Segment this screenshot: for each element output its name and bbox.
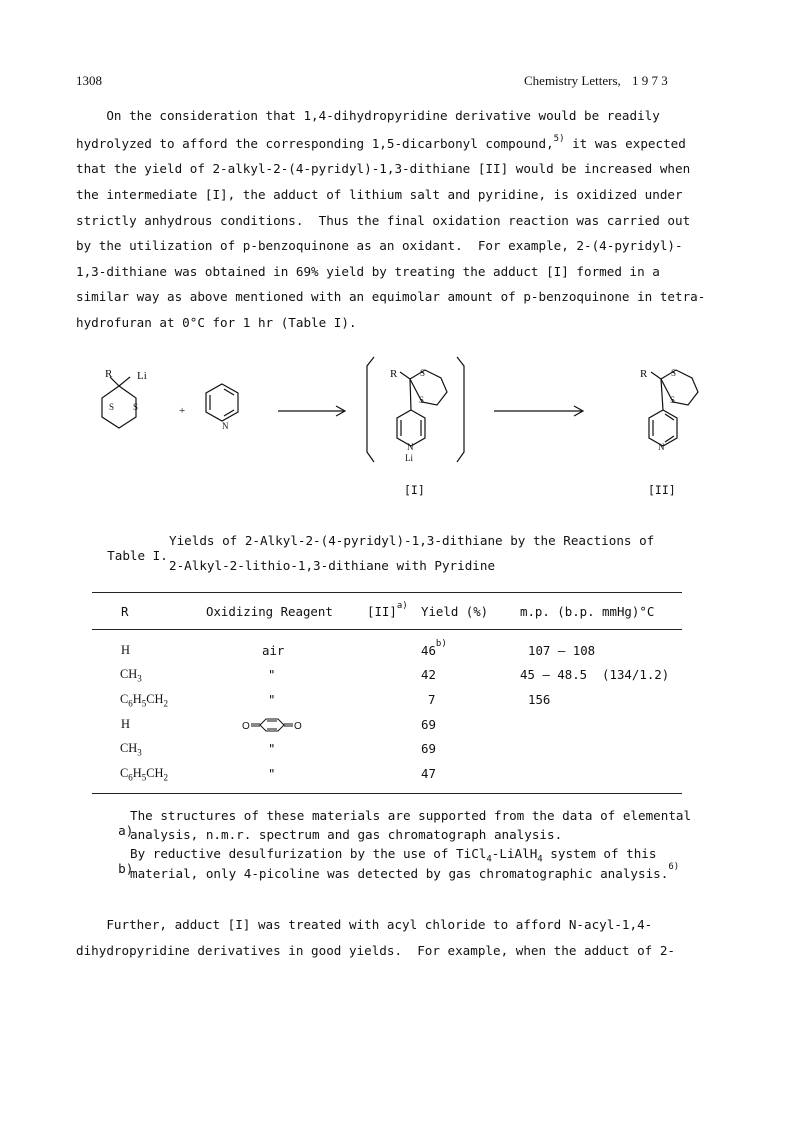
scheme-li-2: Li — [405, 453, 413, 463]
row-2-r: $CH_3$ — [120, 667, 142, 684]
text-line: hydrolyzed to afford the corresponding 1,5-dicarbonyl compound,$^{5)}$ it was expected — [76, 133, 686, 151]
text-line: dihydropyridine derivatives in good yields. For example, when the adduct of 2- — [76, 942, 675, 958]
reaction-scheme — [0, 350, 793, 500]
scheme-s-1: S — [109, 402, 115, 412]
text-line: strictly anhydrous conditions. Thus the final oxidation reaction was carried out — [76, 212, 691, 228]
scheme-n-1: N — [222, 421, 229, 431]
scheme-s-3: S — [420, 368, 426, 378]
row-1-yield: 46$^{b)}$ — [421, 639, 447, 659]
row-2-yield: 42 — [421, 667, 436, 682]
table-rule-bottom — [92, 793, 682, 794]
reference-marker: 5) — [553, 133, 565, 144]
scheme-s-2: S — [133, 402, 139, 412]
quinone-o-right: O — [294, 721, 302, 732]
text-line: 1,3-dithiane was obtained in 69% yield by treating the adduct [I] formed in a — [76, 263, 660, 279]
footnote-b-line-2: material, only 4-picoline was detected by gas chromatographic analysis.$^{6)}$ — [130, 862, 680, 882]
table-rule-mid — [92, 629, 682, 630]
label-intermediate: [I] — [404, 483, 425, 497]
row-1-mp: 107 – 108 — [528, 643, 596, 658]
row-6-reagent: " — [268, 766, 276, 781]
scheme-n-3: N — [658, 442, 665, 452]
benzoquinone-structure — [242, 715, 302, 735]
header-ii: [II]$^{a)}$ — [367, 601, 408, 620]
row-3-yield: 7 — [428, 692, 436, 707]
journal-year: 1 9 7 3 — [632, 73, 668, 88]
row-6-yield: 47 — [421, 766, 436, 781]
text-line: hydrofuran at 0°C for 1 hr (Table I). — [76, 314, 357, 330]
text-line: by the utilization of p-benzoquinone as an oxidant. For example, 2-(4-pyridyl)- — [76, 238, 683, 254]
footnote-b — [103, 846, 133, 876]
scheme-s-4: S — [419, 395, 425, 405]
scheme-li-1: Li — [137, 370, 147, 382]
table-caption — [92, 533, 168, 563]
text-line: On the consideration that 1,4-dihydropyridine derivative would be readily — [76, 108, 660, 123]
table-caption-line-1: Yields of 2-Alkyl-2-(4-pyridyl)-1,3-dithiane by the Reactions of — [169, 533, 655, 548]
text-line: similar way as above mentioned with an equimolar amount of p-benzoquinone in tetra- — [76, 289, 706, 305]
row-2-reagent: " — [268, 667, 276, 682]
scheme-r-1: R — [105, 368, 113, 380]
footnote-marker-b: b) — [435, 639, 447, 649]
table-rule-top — [92, 592, 682, 593]
text-line: that the yield of 2-alkyl-2-(4-pyridyl)-1,3-dithiane [II] would be increased when — [76, 161, 691, 177]
row-3-r: $C_6H_5CH_2$ — [120, 692, 168, 709]
dithiane-ring-1 — [102, 386, 139, 428]
footnote-a-label: a) — [118, 823, 134, 838]
row-5-r: $CH_3$ — [120, 741, 142, 758]
header-mp: m.p. (b.p. mmHg)°C — [520, 604, 655, 619]
pyridine-ring — [206, 384, 238, 421]
header-yield: Yield (%) — [421, 604, 489, 619]
scheme-plus: + — [179, 405, 186, 417]
row-1-reagent: air — [262, 643, 285, 658]
bracket-right — [457, 357, 464, 462]
row-5-yield: 69 — [421, 741, 436, 756]
table-caption-line-2: 2-Alkyl-2-lithio-1,3-dithiane with Pyridine — [169, 558, 496, 573]
journal-title: Chemistry Letters, — [524, 73, 621, 88]
scheme-r-2: R — [390, 368, 398, 380]
row-1-r: H — [121, 643, 130, 657]
text-line: Further, adduct [I] was treated with acyl chloride to afford N-acyl-1,4- — [76, 917, 653, 932]
table-label: Table I. — [107, 548, 168, 563]
footnote-b-line-1: By reductive desulfurization by the use of TiCl$_4$-LiAlH$_4$ system of this — [130, 846, 657, 865]
page-number: 1308 — [76, 73, 102, 88]
header-r: R — [121, 604, 129, 619]
row-4-yield: 69 — [421, 717, 436, 732]
row-5-reagent: " — [268, 741, 276, 756]
scheme-r-3: R — [640, 368, 648, 380]
row-3-mp: 156 — [528, 692, 551, 707]
bracket-left — [367, 357, 374, 462]
journal-name — [524, 73, 668, 89]
scheme-n-2: N — [407, 442, 414, 452]
benzoquinone-icon — [242, 715, 302, 735]
scheme-s-6: S — [670, 395, 676, 405]
footnote-a — [103, 808, 133, 838]
footnote-a-line-2: analysis, n.m.r. spectrum and gas chromatograph analysis. — [130, 827, 563, 842]
reference-marker: 6) — [668, 862, 680, 872]
row-6-r: $C_6H_5CH_2$ — [120, 766, 168, 783]
text-line: the intermediate [I], the adduct of lithium salt and pyridine, is oxidized under — [76, 186, 683, 202]
footnote-a-line-1: The structures of these materials are supported from the data of elemental — [130, 808, 692, 823]
header-reagent: Oxidizing Reagent — [206, 604, 333, 619]
row-4-r: H — [121, 717, 130, 731]
footnote-b-label: b) — [118, 861, 134, 876]
row-2-mp: 45 – 48.5 (134/1.2) — [520, 667, 670, 682]
row-3-reagent: " — [268, 692, 276, 707]
footnote-marker-a: a) — [396, 601, 408, 611]
paragraph-2 — [76, 912, 675, 963]
paragraph-1 — [76, 103, 705, 336]
scheme-s-5: S — [671, 368, 677, 378]
label-product: [II] — [648, 483, 676, 497]
quinone-o-left: O — [242, 721, 250, 732]
